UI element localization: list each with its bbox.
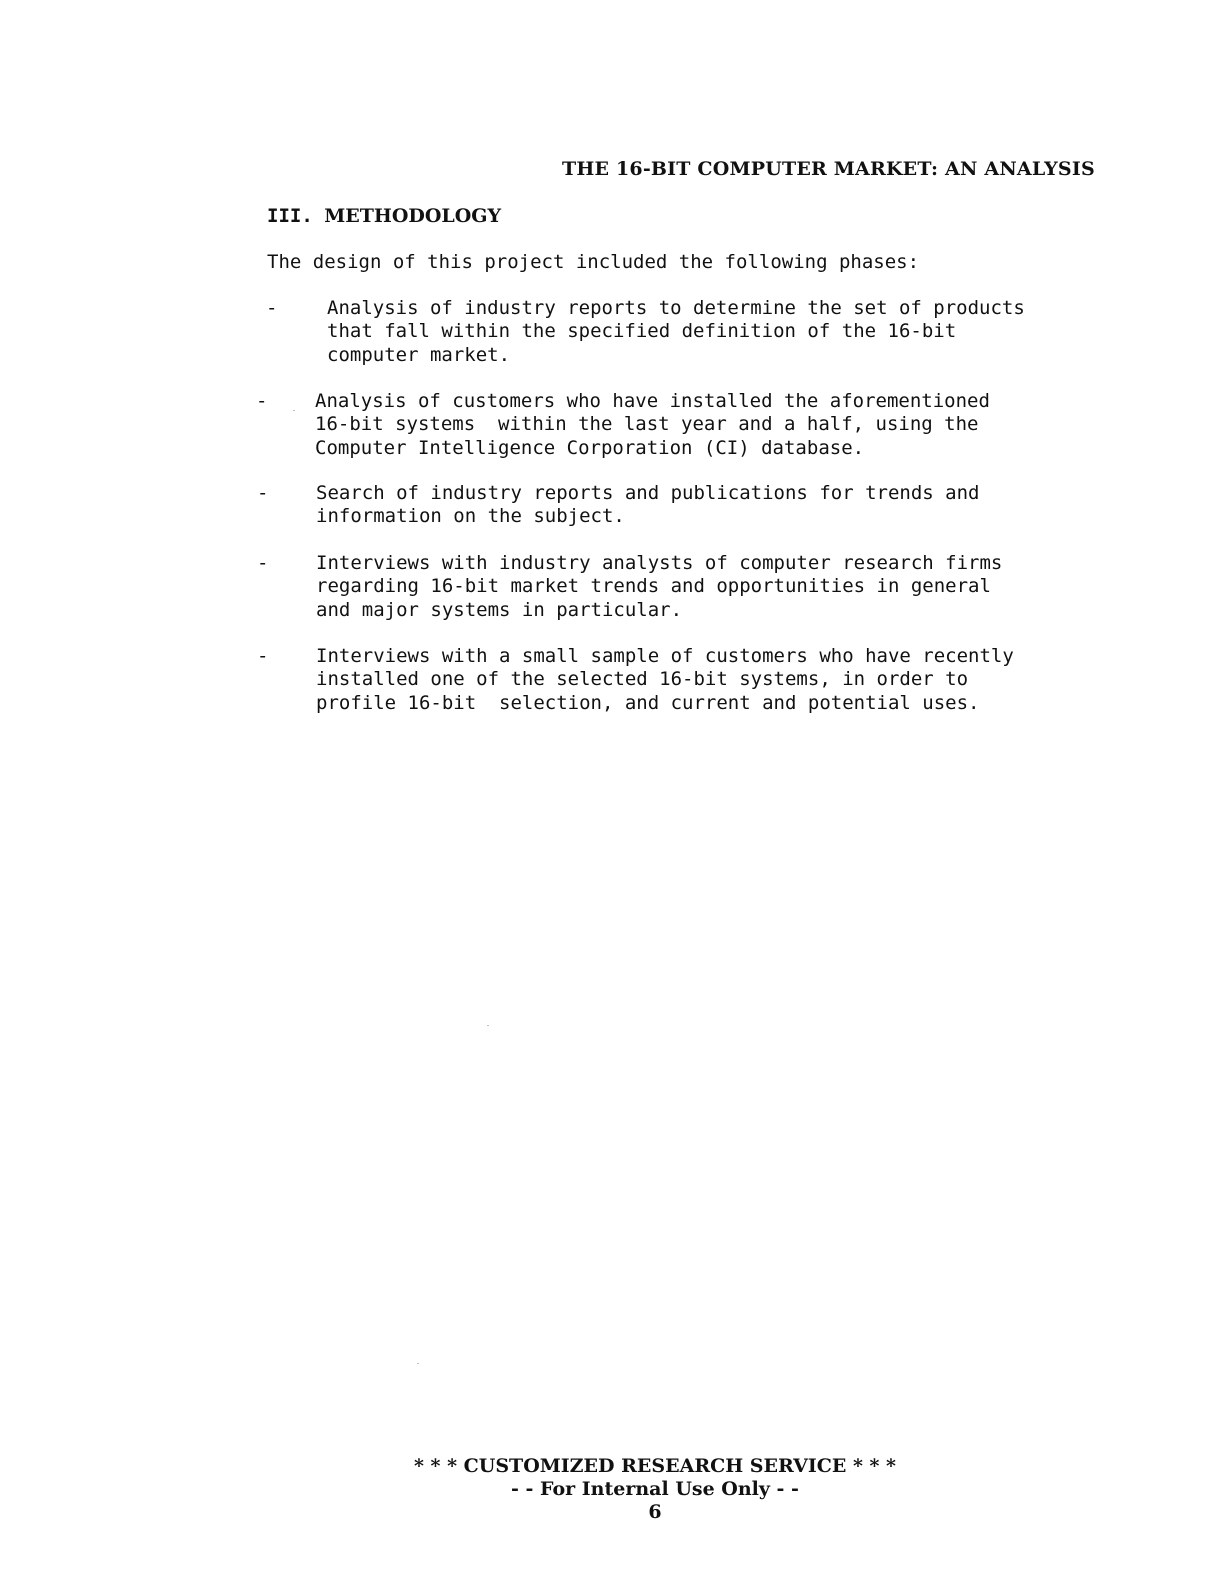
phase-item (316, 645, 1014, 715)
scan-speck (487, 1025, 489, 1026)
report-header: THE 16-BIT COMPUTER MARKET: AN ANALYSIS (562, 158, 1095, 180)
phase-line: computer market. (327, 343, 511, 366)
phase-line: Interviews with a small sample of customers who have recently (316, 645, 1014, 667)
scan-speck (417, 1363, 419, 1364)
phase-bullet: - (257, 645, 269, 667)
scan-speck (293, 410, 295, 411)
phase-bullet: - (257, 552, 269, 574)
section-heading (267, 205, 501, 227)
phase-line: and major systems in particular. (316, 598, 683, 621)
phase-bullet: - (256, 390, 268, 412)
footer-service-line: * * * CUSTOMIZED RESEARCH SERVICE * * * (413, 1455, 896, 1477)
phase-line: regarding 16-bit market trends and opportunities in general (316, 575, 991, 598)
phase-line: Interviews with industry analysts of computer research firms (316, 552, 1003, 574)
section-number: III. (267, 205, 313, 227)
page-number: 6 (648, 1501, 662, 1523)
phase-line: that fall within the specified definition of the 16-bit (327, 320, 957, 343)
intro-paragraph: The design of this project included the following phases: (267, 251, 920, 273)
phase-item (315, 390, 990, 460)
phase-line: information on the subject. (316, 505, 625, 528)
phase-line: Analysis of industry reports to determine the set of products (327, 297, 1025, 319)
phase-bullet: - (266, 297, 278, 319)
phase-line: Search of industry reports and publications for trends and (316, 482, 980, 504)
section-title: METHODOLOGY (324, 205, 502, 227)
phase-line: profile 16-bit selection, and current and potential uses. (316, 691, 980, 714)
phase-item (316, 552, 1002, 622)
phase-line: installed one of the selected 16-bit systems, in order to (316, 668, 969, 691)
phase-line: 16-bit systems within the last year and a half, using the (315, 413, 979, 436)
phase-item (327, 297, 1025, 367)
phase-bullet: - (257, 482, 269, 504)
phase-line: Computer Intelligence Corporation (CI) database. (315, 436, 865, 459)
footer-internal-use-line: - - For Internal Use Only - - (511, 1478, 799, 1500)
phase-line: Analysis of customers who have installed the aforementioned (315, 390, 990, 412)
phase-item (316, 482, 979, 529)
